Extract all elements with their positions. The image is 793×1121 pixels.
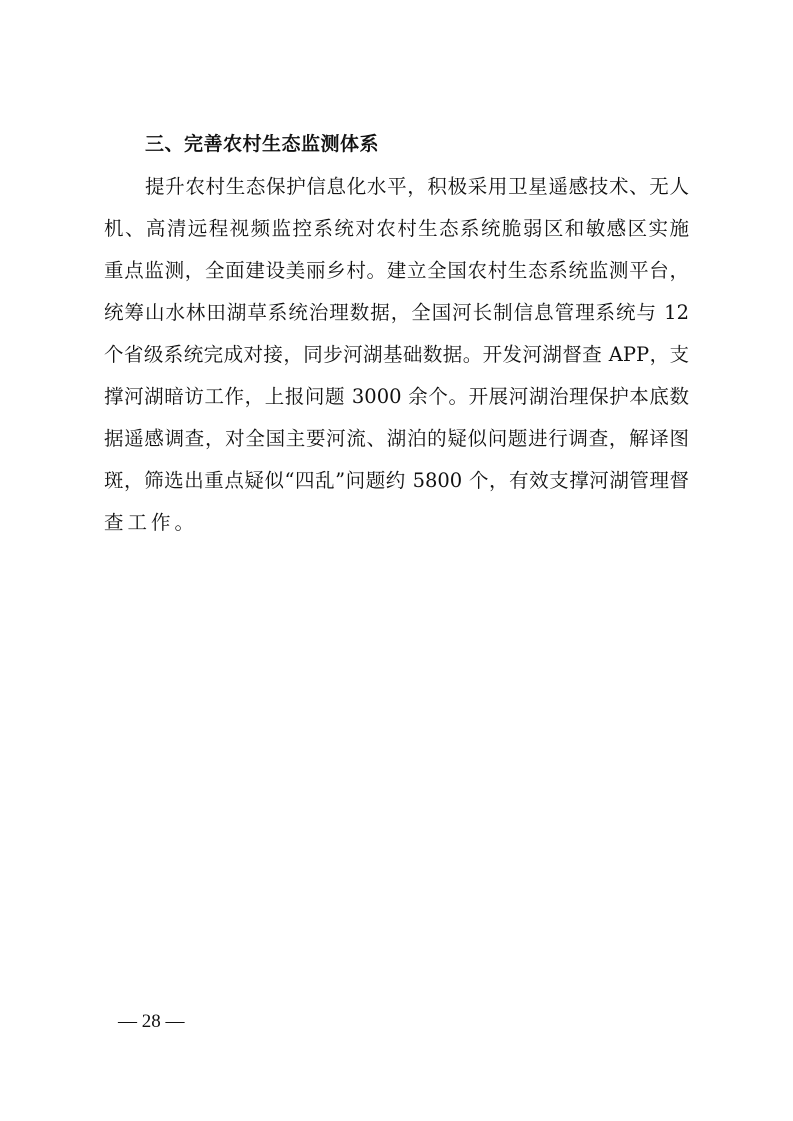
paragraph-line: 撑河湖暗访工作，上报问题 3000 余个。开展河湖治理保护本底数 [104, 385, 689, 408]
paragraph-line: 机、高清远程视频监控系统对农村生态系统脆弱区和敏感区实施 [104, 217, 689, 240]
paragraph-line: 重点监测，全面建设美丽乡村。建立全国农村生态系统监测平台， [104, 259, 689, 282]
paragraph-line: 提升农村生态保护信息化水平，积极采用卫星遥感技术、无人 [145, 175, 689, 198]
paragraph-line: 查工作。 [104, 511, 199, 534]
paragraph-line: 个省级系统完成对接，同步河湖基础数据。开发河湖督查 APP，支 [104, 343, 689, 366]
paragraph-line: 统筹山水林田湖草系统治理数据，全国河长制信息管理系统与 12 [104, 301, 689, 324]
page-number: — 28 — [118, 1011, 185, 1032]
paragraph-line: 据遥感调查，对全国主要河流、湖泊的疑似问题进行调查，解译图 [104, 427, 689, 450]
paragraph-line: 斑，筛选出重点疑似“四乱”问题约 5800 个，有效支撑河湖管理督 [104, 469, 689, 492]
section-heading: 三、完善农村生态监测体系 [145, 133, 380, 155]
